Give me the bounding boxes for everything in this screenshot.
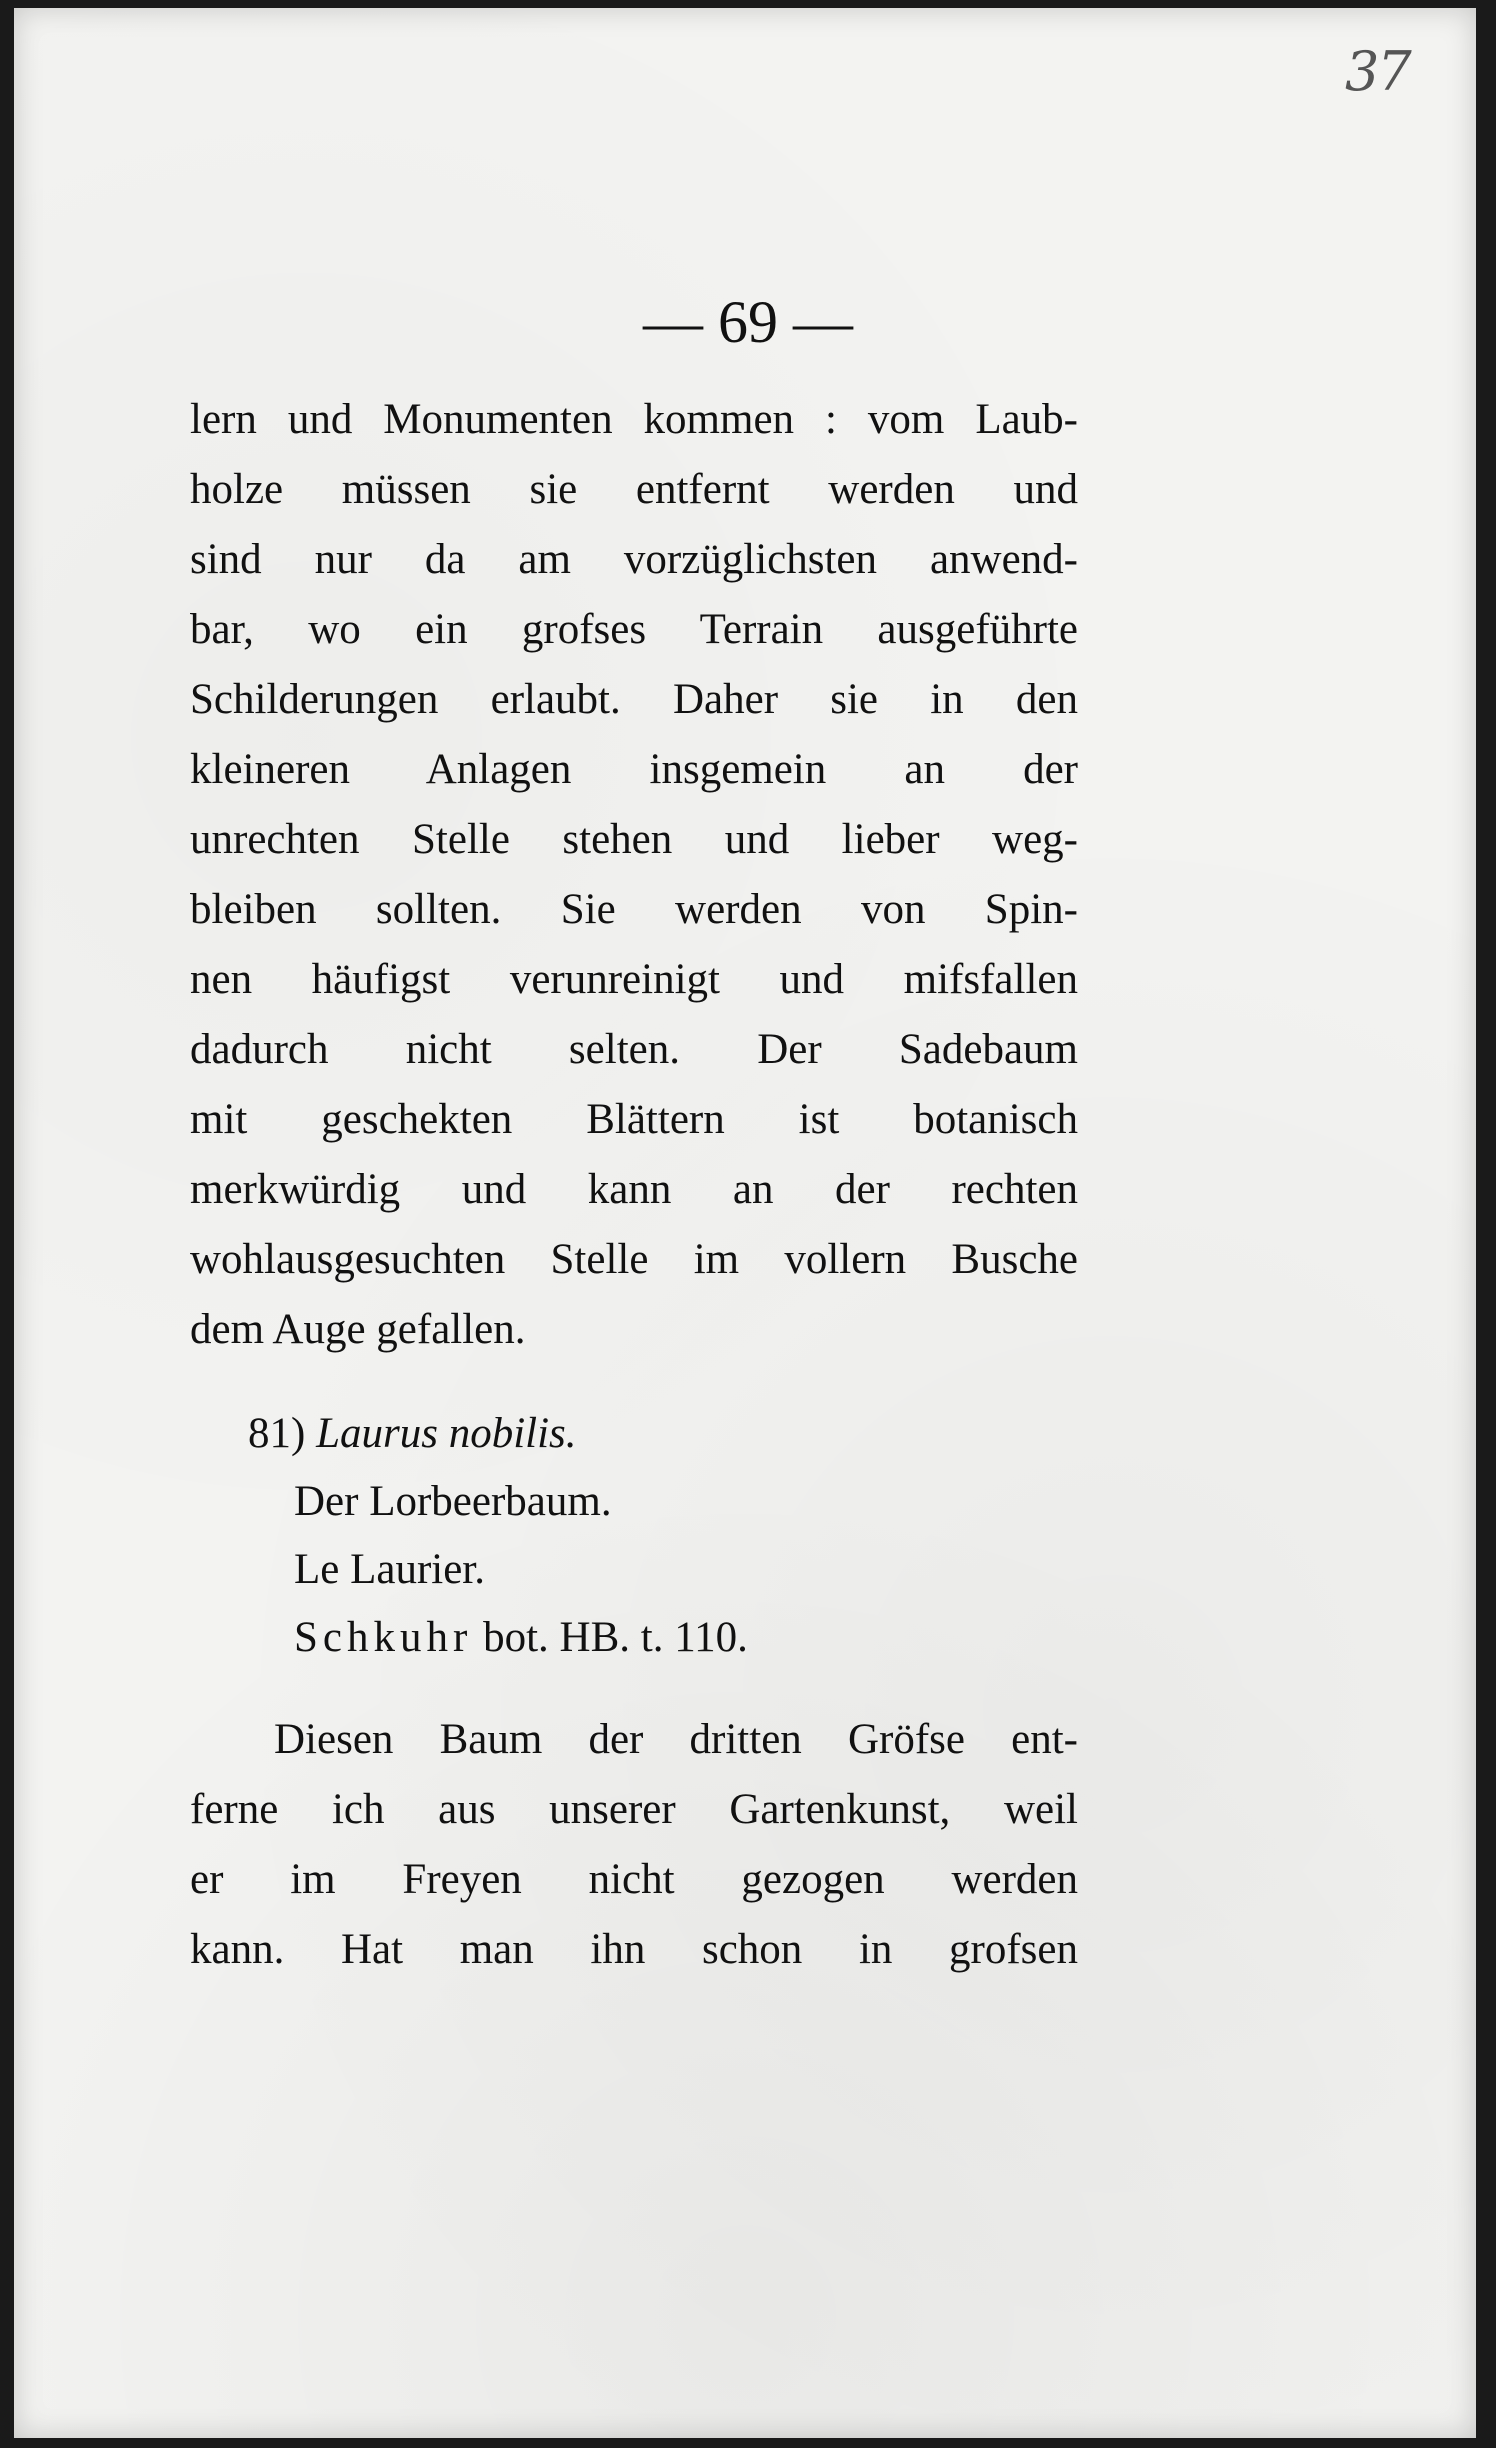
text-line: wohlausgesuchten Stelle im vollern Busche xyxy=(190,1236,1078,1283)
text-line: sind nur da am vorzüglichsten anwend- xyxy=(190,536,1078,583)
french-name: Le Laurier. xyxy=(294,1546,486,1593)
reference-author: Schkuhr xyxy=(294,1614,473,1661)
entry-heading xyxy=(248,1400,748,1468)
text-line: mit geschekten Blättern ist botanisch xyxy=(190,1096,1078,1143)
text-line: Schilderungen erlaubt. Daher sie in den xyxy=(190,676,1078,723)
page-number: — 69 — xyxy=(643,289,853,355)
text-line: bleiben sollten. Sie werden von Spin- xyxy=(190,886,1078,933)
text-line: dadurch nicht selten. Der Sadebaum xyxy=(190,1026,1078,1073)
text-line: kleineren Anlagen insgemein an der xyxy=(190,746,1078,793)
text-line: kann. Hat man ihn schon in grofsen xyxy=(190,1926,1078,1973)
folio-mark: 37 xyxy=(1345,40,1410,103)
text-line: unrechten Stelle stehen und lieber weg- xyxy=(190,816,1078,863)
text-line: merkwürdig und kann an der rechten xyxy=(190,1166,1078,1213)
german-name: Der Lorbeerbaum. xyxy=(294,1478,612,1525)
plant-entry xyxy=(248,1400,748,1672)
text-line: lern und Monumenten kommen : vom Laub- xyxy=(190,396,1078,443)
text-line: Diesen Baum der dritten Gröfse ent- xyxy=(274,1716,1078,1763)
text-line: bar, wo ein grofses Terrain ausgeführte xyxy=(190,606,1078,653)
entry-number: 81) xyxy=(248,1410,306,1457)
reference-details: bot. HB. t. 110. xyxy=(483,1614,748,1661)
text-line: ferne ich aus unserer Gartenkunst, weil xyxy=(190,1786,1078,1833)
text-line: holze müssen sie entfernt werden und xyxy=(190,466,1078,513)
text-line: er im Freyen nicht gezogen werden xyxy=(190,1856,1078,1903)
text-line: dem Auge gefallen. xyxy=(190,1306,526,1353)
latin-name: Laurus nobilis. xyxy=(316,1410,577,1457)
reference xyxy=(248,1604,748,1672)
text-line: nen häufigst verunreinigt und mifsfallen xyxy=(190,956,1078,1003)
paragraph-2 xyxy=(190,1705,1078,1985)
paragraph-1 xyxy=(190,385,1078,1365)
